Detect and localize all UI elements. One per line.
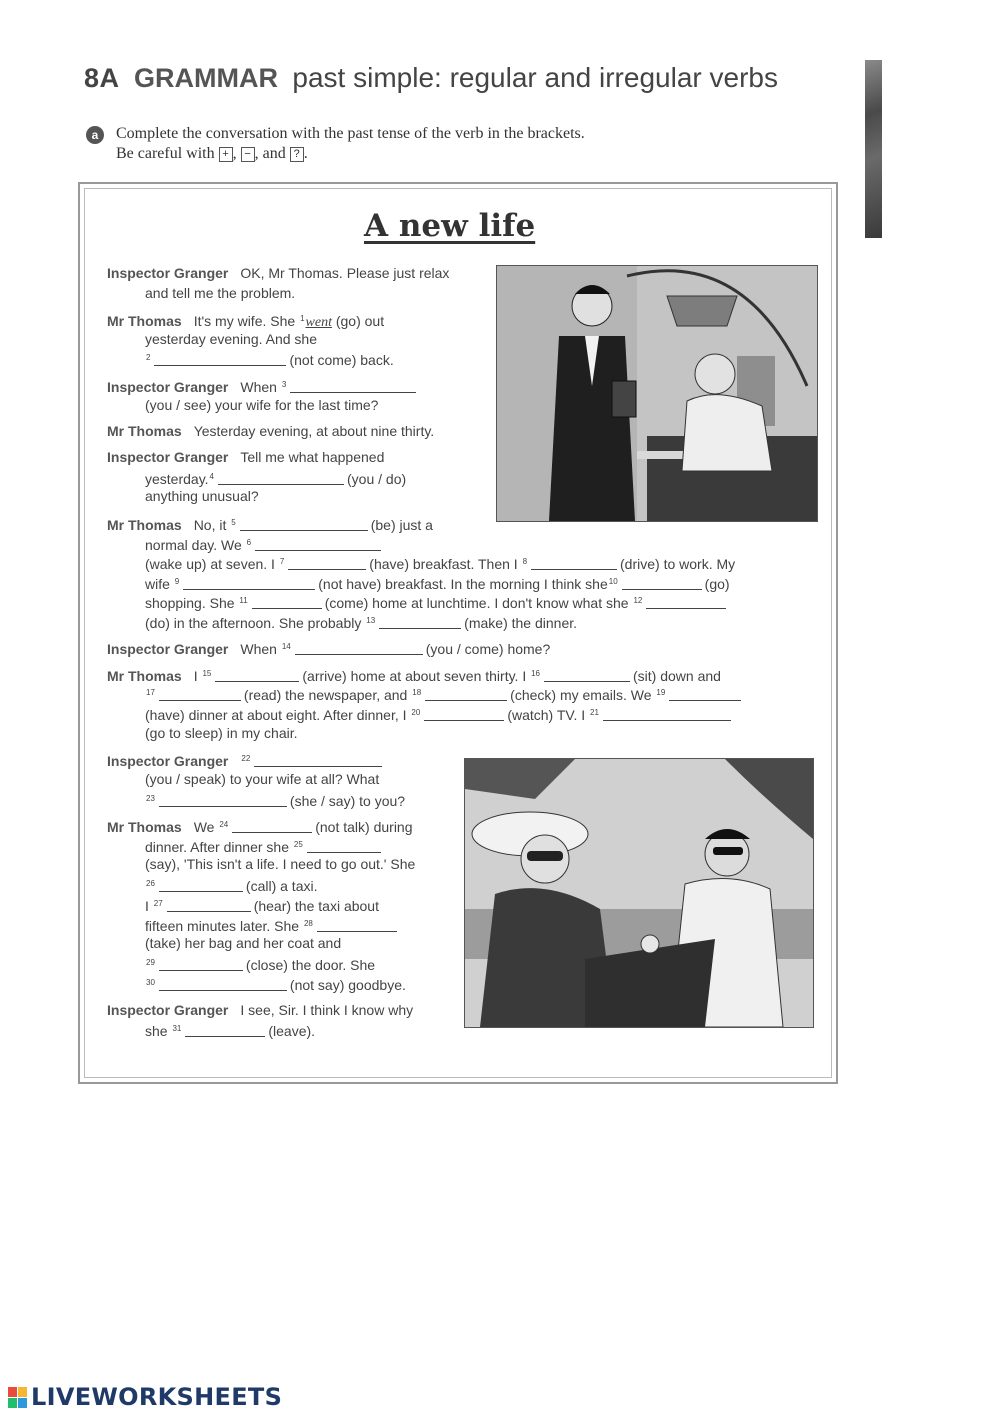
answer-blank-16[interactable]: [544, 668, 630, 682]
speaker-label: Mr Thomas: [107, 517, 182, 533]
speaker-label: Inspector Granger: [107, 449, 229, 465]
dialogue-line: (go to sleep) in my chair.: [145, 725, 298, 741]
unit-code: 8A: [84, 63, 120, 93]
dialogue-line: (have) dinner at about eight. After dinner, I $^{20}$ (watch) TV. I $^{21}$: [145, 704, 734, 724]
answer-blank-11[interactable]: [252, 595, 322, 609]
dialogue-line: normal day. We $^6$: [145, 534, 384, 554]
speaker-label: Mr Thomas: [107, 423, 182, 439]
dialogue-line: (you / speak) to your wife at all? What: [145, 771, 380, 787]
dialogue-line: shopping. She $^{11}$ (come) home at lunchtime. I don't know what she $^{12}$: [145, 592, 729, 612]
exercise-badge: a: [86, 126, 104, 144]
dialogue-line: wife $^9$ (not have) breakfast. In the morning I think she$^{10}$ (go): [145, 576, 730, 592]
dialogue-line: Mr Thomas We $^{24}$ (not talk) during: [107, 819, 413, 835]
answer-blank-22[interactable]: [254, 753, 382, 767]
dialogue-line: Mr Thomas It's my wife. She $^1$went (go) out: [107, 313, 385, 330]
illustration-inspector-interview: [496, 265, 818, 522]
answer-blank-15[interactable]: [215, 668, 299, 682]
answer-blank-29[interactable]: [159, 957, 243, 971]
dialogue-line: Inspector Granger OK, Mr Thomas. Please just relax: [107, 265, 450, 281]
example-answer: went: [305, 315, 332, 330]
answer-blank-27[interactable]: [167, 898, 251, 912]
minus-box-icon: −: [241, 147, 255, 162]
dialogue-line: Inspector Granger $^{22}$: [107, 750, 385, 770]
answer-blank-2[interactable]: [154, 352, 286, 366]
answer-blank-24[interactable]: [232, 819, 312, 833]
dialogue-line: $^{29}$ (close) the door. She: [146, 957, 376, 973]
dialogue-line: $^{30}$ (not say) goodbye.: [146, 977, 406, 993]
logo-blocks-icon: [8, 1387, 27, 1408]
dialogue-line: she $^{31}$ (leave).: [145, 1023, 316, 1039]
dialogue-line: Mr Thomas I $^{15}$ (arrive) home at about seven thirty. I $^{16}$ (sit) down and: [107, 668, 721, 684]
speaker-label: Inspector Granger: [107, 379, 229, 395]
answer-blank-28[interactable]: [317, 918, 397, 932]
dialogue-line: (wake up) at seven. I $^7$ (have) breakfast. Then I $^8$ (drive) to work. My: [145, 556, 736, 572]
dialogue-line: yesterday evening. And she: [145, 331, 318, 347]
dialogue-line: (say), 'This isn't a life. I need to go out.' She: [145, 856, 416, 872]
dialogue-line: (do) in the afternoon. She probably $^{13}$ (make) the dinner.: [145, 615, 578, 631]
dialogue-line: Inspector Granger When $^{14}$ (you / come) home?: [107, 641, 551, 657]
answer-blank-6[interactable]: [255, 537, 381, 551]
side-tab-decoration: [865, 60, 882, 238]
answer-blank-3[interactable]: [290, 379, 416, 393]
speaker-label: Inspector Granger: [107, 641, 229, 657]
plus-box-icon: +: [219, 147, 233, 162]
answer-blank-12[interactable]: [646, 595, 726, 609]
answer-blank-20[interactable]: [424, 707, 504, 721]
dialogue-line: Inspector Granger I see, Sir. I think I know why: [107, 1002, 414, 1018]
dialogue-line: Inspector Granger Tell me what happened: [107, 449, 385, 465]
dialogue-line: (you / see) your wife for the last time?: [145, 397, 379, 413]
answer-blank-25[interactable]: [307, 839, 381, 853]
speaker-label: Inspector Granger: [107, 1002, 229, 1018]
answer-blank-19[interactable]: [669, 687, 741, 701]
dialogue-line: $^{23}$ (she / say) to you?: [146, 793, 406, 809]
worksheet-header: [84, 62, 778, 94]
dialogue-line: $^2$ (not come) back.: [146, 352, 394, 368]
dialogue-line: Mr Thomas No, it $^5$ (be) just a: [107, 517, 433, 533]
speaker-label: Inspector Granger: [107, 265, 229, 281]
speaker-label: Mr Thomas: [107, 819, 182, 835]
speaker-label: Mr Thomas: [107, 313, 182, 329]
answer-blank-30[interactable]: [159, 977, 287, 991]
answer-blank-23[interactable]: [159, 793, 287, 807]
answer-blank-9[interactable]: [183, 576, 315, 590]
story-title: A new life: [364, 208, 536, 244]
answer-blank-4[interactable]: [218, 471, 344, 485]
instruction-line-2: Be careful with + , − , and ? .: [116, 145, 308, 162]
answer-blank-17[interactable]: [159, 687, 241, 701]
answer-blank-21[interactable]: [603, 707, 731, 721]
dialogue-line: Mr Thomas Yesterday evening, at about nine thirty.: [107, 423, 435, 439]
section-topic: past simple: regular and irregular verbs: [292, 62, 778, 93]
answer-blank-18[interactable]: [425, 687, 507, 701]
dialogue-line: $^{26}$ (call) a taxi.: [146, 878, 318, 894]
answer-blank-13[interactable]: [379, 615, 461, 629]
answer-blank-14[interactable]: [295, 641, 423, 655]
answer-blank-5[interactable]: [240, 517, 368, 531]
logo-text: LIVEWORKSHEETS: [31, 1383, 283, 1411]
illustration-couple-cafe: [464, 758, 814, 1028]
dialogue-line: $^{17}$ (read) the newspaper, and $^{18}$ (check) my emails. We $^{19}$: [145, 684, 744, 704]
dialogue-line: dinner. After dinner she $^{25}$: [145, 836, 384, 856]
section-category: GRAMMAR: [133, 63, 278, 93]
speaker-label: Inspector Granger: [107, 753, 229, 769]
dialogue-line: fifteen minutes later. She $^{28}$: [145, 915, 400, 935]
answer-blank-10[interactable]: [622, 576, 702, 590]
answer-blank-26[interactable]: [159, 878, 243, 892]
dialogue-line: anything unusual?: [145, 488, 259, 504]
instruction-line-1: Complete the conversation with the past tense of the verb in the brackets.: [116, 125, 585, 142]
question-box-icon: ?: [290, 147, 304, 162]
dialogue-line: (take) her bag and her coat and: [145, 935, 342, 951]
answer-blank-31[interactable]: [185, 1023, 265, 1037]
dialogue-line: I $^{27}$ (hear) the taxi about: [145, 898, 379, 914]
dialogue-line: and tell me the problem.: [145, 285, 296, 301]
dialogue-line: Inspector Granger When $^3$: [107, 376, 419, 396]
answer-blank-7[interactable]: [288, 556, 366, 570]
dialogue-line: yesterday.$^4$ (you / do): [145, 471, 407, 487]
speaker-label: Mr Thomas: [107, 668, 182, 684]
answer-blank-8[interactable]: [531, 556, 617, 570]
liveworksheets-logo: [8, 1382, 282, 1412]
